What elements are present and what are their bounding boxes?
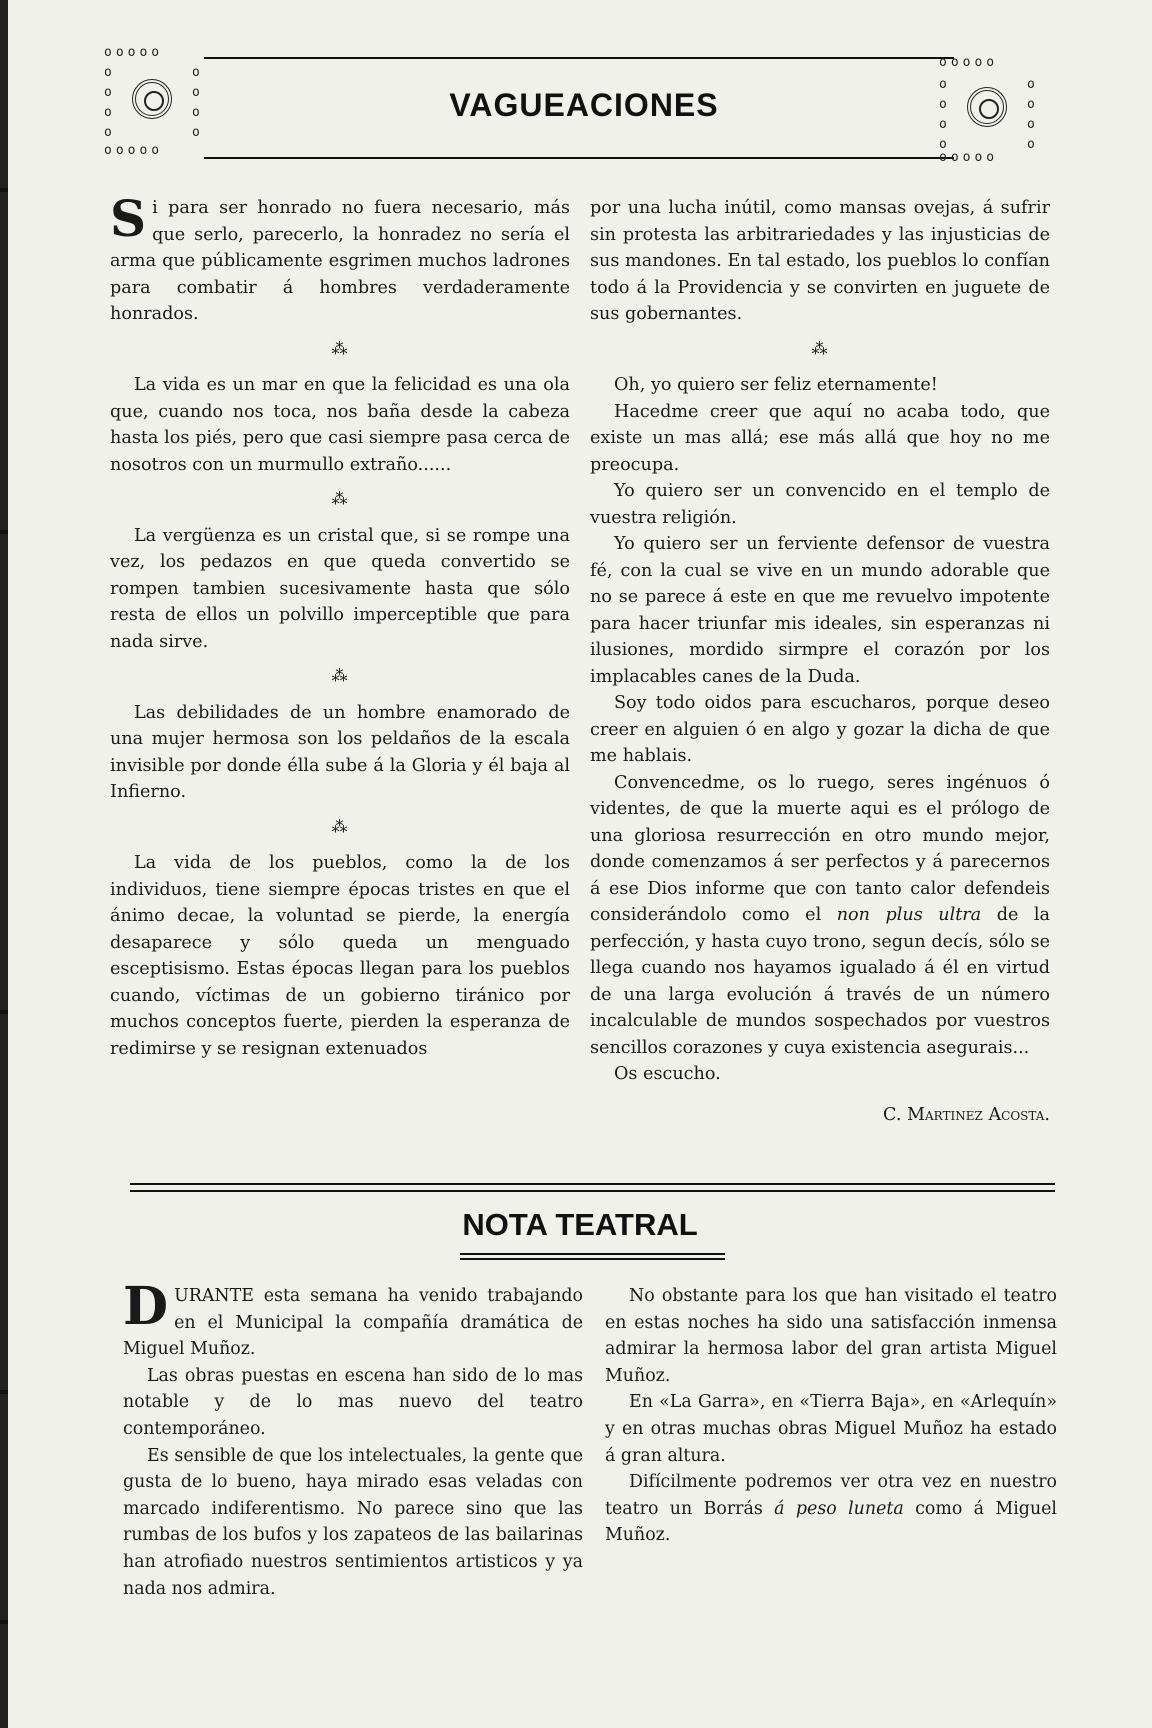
article2-right-column bbox=[605, 1283, 1057, 1549]
paragraph: Es sensible de que los intelectuales, la gente que gusta de lo bueno, haya mirado esas veladas con marcado indiferentismo. No parece sino que las rumbas de los bufos y los zapateos de las bailarinas han atrofiado nuestros sentimientos artisticos y ya nada nos admira. bbox=[123, 1445, 583, 1599]
right-rosette-ornament: ooooo o o o o o o o o ooooo bbox=[939, 55, 1039, 165]
paragraph: Yo quiero ser un convencido en el templo de vuestra religión. bbox=[590, 481, 1050, 528]
paragraph: Las obras puestas en escena han sido de lo mas notable y de lo mas nuevo del teatro contemporáneo. bbox=[123, 1365, 583, 1439]
article2-left-column bbox=[123, 1276, 583, 1602]
asterism-divider: ⁂ bbox=[331, 489, 349, 508]
section-divider bbox=[130, 1190, 1055, 1192]
article2-title: NOTA TEATRAL bbox=[462, 1207, 698, 1242]
article1-left-column bbox=[110, 189, 570, 1062]
flower-icon bbox=[967, 87, 1007, 127]
paragraph: por una lucha inútil, como mansas ovejas, á sufrir sin protesta las arbitrariedades y las injusticias de sus mandones. En tal estado, los pueblos lo confían todo á la Providencia y se convirten en juguete de sus gobernantes. bbox=[590, 198, 1050, 324]
section-divider bbox=[130, 1183, 1055, 1185]
drop-cap: S bbox=[110, 189, 147, 248]
italic-phrase: á peso luneta bbox=[774, 1498, 904, 1519]
drop-cap: D bbox=[123, 1276, 169, 1337]
left-rosette-ornament: ooooo o o o o o o o o ooooo bbox=[104, 45, 204, 158]
article1-right-column bbox=[590, 195, 1050, 1128]
paragraph: En «La Garra», en «Tierra Baja», en «Arlequín» y en otras muchas obras Miguel Muñoz ha estado á gran altura. bbox=[605, 1392, 1057, 1466]
paragraph: Oh, yo quiero ser feliz eternamente! bbox=[614, 375, 938, 395]
paragraph: Hacedme creer que aquí no acaba todo, que existe un mas allá; ese más allá que hoy no me preocupa. bbox=[590, 401, 1050, 475]
paragraph: La vida de los pueblos, como la de los individuos, tiene siempre épocas tristes en que el ánimo decae, la voluntad se pierde, la energía desaparece y sólo queda un menguado esceptisismo. Estas épocas llegan para los pueblos cuando, víctimas de un gobierno tiránico por muchos conceptos fuerte, pierden la esperanza de redimirse y se resignan extenuados bbox=[110, 853, 570, 1059]
paragraph: No obstante para los que han visitado el teatro en estas noches ha sido una satisfacción inmensa admirar la hermosa labor del gran artista Miguel Muñoz. bbox=[605, 1286, 1057, 1386]
author-signature: C. Martinez Acosta. bbox=[882, 1104, 1050, 1125]
article-title: VAGUEACIONES bbox=[449, 87, 719, 123]
latin-phrase: non plus ultra bbox=[836, 905, 982, 925]
article-header bbox=[104, 45, 1064, 170]
asterism-divider: ⁂ bbox=[331, 816, 349, 836]
paragraph: Convencedme, os lo ruego, seres ingénuos ó videntes, de que la muerte aqui es el prólogo de una gloriosa resurrección en otro mundo mejor, donde comenzamos á ser perfectos y á parecernos á ese Dios informe que con tanto calor defendeis considerándolo como el non plus ultra de la perfección, y hasta cuyo trono, segun decís, sólo se llega cuando nos hayamos igualado á él en virtud de una larga evolución á través de un número incalculable de mundos sospechados por vuestros sencillos corazones y cuya existencia asegurais... bbox=[590, 772, 1051, 1058]
title-underline bbox=[460, 1253, 725, 1255]
paragraph: Yo quiero ser un ferviente defensor de vuestra fé, con la cual se vive en un mundo adorable que no se parece á este en que me revuelvo impotente para hacer triunfar mis ideales, sin esperanzas ni ilusiones, mordido sirmpre el corazón por los implacables canes de la Duda. bbox=[590, 534, 1050, 687]
paragraph: Las debilidades de un hombre enamorado de una mujer hermosa son los peldaños de la escala invisible por donde élla sube á la Gloria y él baja al Infierno. bbox=[110, 702, 570, 802]
paragraph: URANTE esta semana ha venido trabajando en el Municipal la compañía dramática de Miguel Muñoz. bbox=[123, 1286, 583, 1360]
paragraph: La vergüenza es un cristal que, si se rompe una vez, los pedazos en que queda convertido se rompen tambien sucesivamente hasta que sólo resta de ellos un polvillo imperceptible que para nada sirve. bbox=[110, 525, 570, 652]
newspaper-page bbox=[8, 0, 1152, 1728]
paragraph: La vida es un mar en que la felicidad es una ola que, cuando nos toca, nos baña desde la cabeza hasta los piés, pero que casi siempre pasa cerca de nosotros con un murmullo extraño...... bbox=[110, 375, 570, 475]
paragraph: Difícilmente podremos ver otra vez en nuestro teatro un Borrás á peso luneta como á Miguel Muñoz. bbox=[605, 1472, 1057, 1546]
asterism-divider: ⁂ bbox=[331, 666, 349, 685]
asterism-divider: ⁂ bbox=[331, 338, 349, 358]
paragraph: i para ser honrado no fuera necesario, más que serlo, parecerlo, la honradez no sería el arma que públicamente esgrimen muchos ladrones para combatir á hombres verdaderamente honrados. bbox=[110, 198, 570, 324]
paragraph: Os escucho. bbox=[614, 1064, 721, 1084]
asterism-divider: ⁂ bbox=[811, 338, 829, 358]
paragraph: Soy todo oidos para escucharos, porque deseo creer en alguien ó en algo y gozar la dicha de que me hablais. bbox=[590, 693, 1050, 766]
title-underline bbox=[460, 1258, 725, 1260]
